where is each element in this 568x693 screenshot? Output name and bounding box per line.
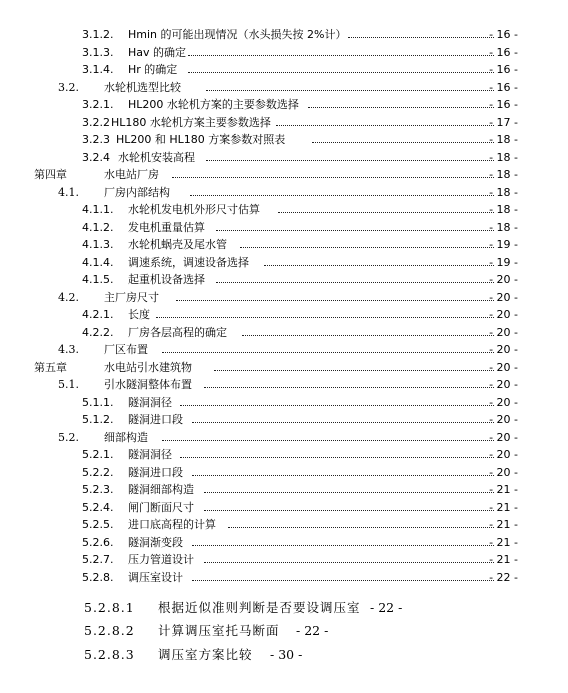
dot-leader [308,107,494,108]
toc-entry-number: 4.2.2. [82,325,114,339]
toc-entry-title: 根据近似准则判断是否要设调压室 [158,600,361,615]
toc-entry-number: 5.2.6. [82,535,114,549]
toc-entry[interactable] [0,306,568,323]
toc-entry[interactable] [0,219,568,236]
toc-entry-page: - 16 - [489,45,518,59]
toc-entry-number: 5.2.3. [82,483,114,496]
dot-leader [180,405,494,406]
toc-entry-page: - 18 - [489,203,518,216]
toc-entry-title: 水电站厂房 [104,168,159,181]
toc-entry-number: 3.1.3. [82,45,114,59]
toc-entry-number: 5.2.8.1 [84,600,135,615]
toc-entry-page: - 16 - [489,98,518,111]
toc-entry-number: 5.1. [58,378,79,391]
toc-entry-page: - 18 - [489,220,518,234]
dot-leader [204,562,494,563]
toc-entry[interactable] [0,26,568,43]
toc-entry-title: 主厂房尺寸 [104,290,159,304]
dot-leader [188,72,494,73]
toc-entry-title: 进口底高程的计算 [128,518,216,531]
dot-leader [264,265,494,266]
toc-entry[interactable] [0,411,568,428]
toc-entry-title: 水轮机选型比较 [104,80,181,94]
toc-entry-page: - 19 - [489,238,518,251]
toc-entry-title: 压力管道设计 [128,553,194,566]
toc-entry-title: 水轮机安装高程 [118,150,195,164]
dot-leader [206,160,494,161]
toc-entry-number: 第四章 [34,168,67,181]
toc-entry-title: 厂房内部结构 [104,185,170,199]
dot-leader [180,457,494,458]
toc-entry-number: 5.1.2. [82,413,114,426]
dot-leader [214,370,494,371]
toc-entry-number: 4.2.1. [82,308,114,321]
toc-entry-page: - 20 - [489,430,518,444]
dot-leader [228,527,494,528]
toc-entry-title: 发电机重量估算 [128,220,205,234]
dot-leader [156,317,494,318]
toc-entry[interactable] [0,359,568,376]
toc-entry-title: 计算调压室托马断面 [158,623,280,638]
toc-entry[interactable] [0,44,568,61]
toc-entry-title: 调速系统，调速设备选择 [128,255,249,269]
toc-entry-title: 起重机设备选择 [128,273,205,286]
toc-entry-number: 4.3. [58,343,79,356]
toc-entry-title: 水电站引水建筑物 [104,360,192,374]
toc-entry-title: 调压室设计 [128,570,183,584]
toc-entry[interactable] [0,644,568,666]
toc-entry-title: HL180 水轮机方案主要参数选择 [111,115,271,129]
toc-entry[interactable] [0,114,568,131]
dot-leader [188,55,494,56]
toc-entry-number: 4.1.1. [82,203,114,216]
toc-entry-number: 3.2.3 [82,133,110,146]
toc-entry[interactable] [0,96,568,113]
toc-entry[interactable] [0,446,568,463]
dot-leader [204,492,494,493]
dot-leader [176,300,494,301]
toc-entry-title: 隧洞进口段 [128,413,183,426]
dot-leader [192,422,494,423]
toc-entry-page: - 20 - [489,448,518,461]
toc-entry-page: - 16 - [489,63,518,76]
toc-entry-number: 5.2.8.3 [84,647,135,662]
toc-entry[interactable] [0,61,568,78]
toc-entry-title: 厂区布置 [104,343,148,356]
toc-entry[interactable] [0,131,568,148]
dot-leader [206,90,494,91]
toc-entry-page: - 21 - [489,483,518,496]
toc-entry-number: 5.1.1. [82,395,114,409]
toc-entry-title: 隧洞洞径 [128,448,172,461]
toc-entry-page: - 18 - [489,185,518,199]
toc-entry-number: 3.2.1. [82,98,114,111]
toc-entry-page: - 18 - [489,133,518,146]
dot-leader [348,37,494,38]
dot-leader [172,177,494,178]
toc-entry[interactable] [0,254,568,271]
toc-entry[interactable] [0,569,568,586]
toc-entry[interactable] [0,289,568,306]
toc-entry[interactable] [0,184,568,201]
toc-entry-number: 5.2. [58,430,79,444]
toc-entry-title: 隧洞细部构造 [128,483,194,496]
dot-leader [240,247,494,248]
dot-leader [216,282,494,283]
dot-leader [216,230,494,231]
toc-entry-page: - 20 - [489,395,518,409]
toc-entry[interactable] [0,341,568,358]
toc-entry-page: - 21 - [489,553,518,566]
dot-leader [162,440,494,441]
toc-entry[interactable] [0,324,568,341]
toc-entry-number: 5.2.5. [82,518,114,531]
toc-entry[interactable] [0,376,568,393]
toc-entry[interactable] [0,271,568,288]
toc-entry-number: 5.2.1. [82,448,114,461]
toc-entry[interactable] [0,597,568,619]
toc-entry-page: - 21 - [489,500,518,514]
toc-entry-number: 3.2. [58,80,79,94]
toc-entry-page: - 21 - [489,518,518,531]
toc-entry-page: - 20 - [489,413,518,426]
toc-entry-page: - 17 - [489,115,518,129]
dot-leader [162,352,494,353]
toc-entry-title: 细部构造 [104,430,148,444]
toc-entry[interactable] [0,79,568,96]
toc-entry-number: 4.1. [58,185,79,199]
toc-entry-page: - 16 - [489,80,518,94]
dot-leader [276,125,494,126]
toc-entry-title: 隧洞渐变段 [128,535,183,549]
toc-entry-title: 水轮机蜗壳及尾水管 [128,238,227,251]
toc-entry[interactable] [0,236,568,253]
toc-entry[interactable] [0,201,568,218]
toc-entry-title: 隧洞进口段 [128,465,183,479]
toc-entry[interactable] [0,516,568,533]
toc-entry-title: 引水隧洞整体布置 [104,378,192,391]
dot-leader [192,580,494,581]
dot-leader [204,387,494,388]
toc-entry-page: - 18 - [489,168,518,181]
toc-entry-page: - 30 - [270,647,303,662]
toc-entry-title: 厂房各层高程的确定 [128,325,227,339]
toc-entry[interactable] [0,464,568,481]
toc-entry-number: 5.2.4. [82,500,114,514]
toc-entry[interactable] [0,429,568,446]
toc-entry-number: 4.1.4. [82,255,114,269]
toc-entry-title: HL200 水轮机方案的主要参数选择 [128,98,299,111]
toc-entry-title: 闸门断面尺寸 [128,500,194,514]
toc-entry-number: 5.2.7. [82,553,114,566]
toc-entry-page: - 18 - [489,150,518,164]
dot-leader [242,335,494,336]
toc-entry-number: 4.1.3. [82,238,114,251]
dot-leader [190,195,494,196]
toc-entry[interactable] [0,481,568,498]
toc-entry-title: Hav 的确定 [128,45,187,59]
toc-entry-number: 4.1.2. [82,220,114,234]
toc-entry-page: - 16 - [489,28,518,41]
toc-entry-page: - 20 - [489,378,518,391]
dot-leader [278,212,494,213]
dot-leader [192,545,494,546]
toc-entry-number: 3.1.4. [82,63,114,76]
toc-entry-page: - 22 - [489,570,518,584]
toc-entry[interactable] [0,499,568,516]
toc-entry-number: 3.2.2 [82,115,110,129]
toc-entry-page: - 20 - [489,360,518,374]
toc-entry-title: HL200 和 HL180 方案参数对照表 [116,133,286,146]
toc-entry-title: Hr 的确定 [128,63,178,76]
toc-entry[interactable] [0,166,568,183]
toc-entry-number: 5.2.8. [82,570,114,584]
toc-entry-page: - 22 - [296,623,329,638]
dot-leader [204,510,494,511]
toc-entry-page: - 20 - [489,343,518,356]
toc-entry-number: 5.2.2. [82,465,114,479]
toc-entry-title: 隧洞洞径 [128,395,172,409]
toc-entry-number: 第五章 [34,360,67,374]
toc-entry-title: 长度 [128,308,150,321]
toc-entry-page: - 19 - [489,255,518,269]
toc-entry-page: - 22 - [370,600,403,615]
toc-entry-number: 4.1.5. [82,273,114,286]
toc-entry-page: - 20 - [489,308,518,321]
toc-entry[interactable] [0,394,568,411]
toc-entry[interactable] [0,620,568,642]
toc-entry[interactable] [0,534,568,551]
toc-entry-page: - 21 - [489,535,518,549]
toc-entry-number: 3.1.2. [82,28,114,41]
toc-entry-page: - 20 - [489,273,518,286]
toc-entry-number: 4.2. [58,290,79,304]
toc-entry-page: - 20 - [489,465,518,479]
toc-entry-number: 5.2.8.2 [84,623,135,638]
toc-entry-number: 3.2.4 [82,150,110,164]
toc-entry-page: - 20 - [489,290,518,304]
toc-entry[interactable] [0,149,568,166]
toc-entry-title: 调压室方案比较 [158,647,253,662]
dot-leader [192,475,494,476]
toc-entry-title: Hmin 的可能出现情况（水头损失按 2%计） [128,28,347,41]
toc-entry[interactable] [0,551,568,568]
dot-leader [312,142,494,143]
toc-entry-title: 水轮机发电机外形尺寸估算 [128,203,260,216]
toc-entry-page: - 20 - [489,325,518,339]
